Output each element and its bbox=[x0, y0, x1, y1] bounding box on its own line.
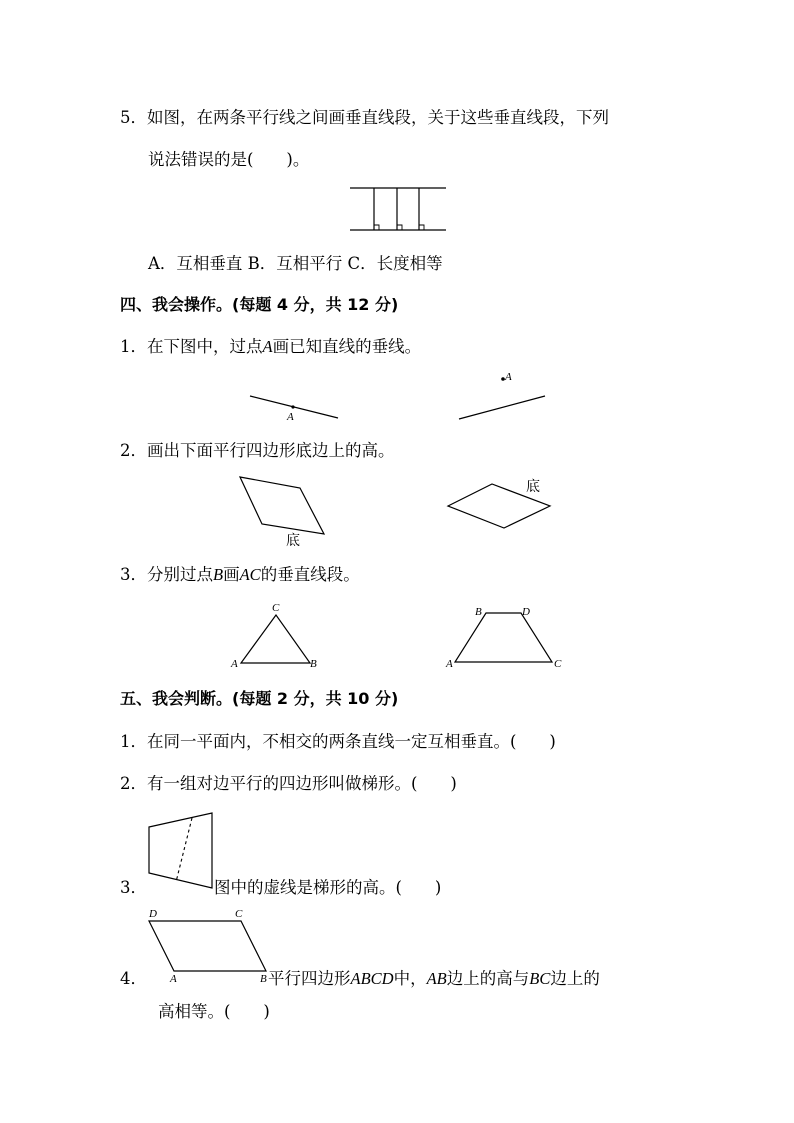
parallelogram-abcd-figure bbox=[146, 915, 271, 975]
sec5-q4-num: 4． bbox=[120, 969, 147, 988]
section-4-title: 四、我会操作。(每题 4 分，共 12 分) bbox=[120, 295, 399, 314]
trap-label-d: D bbox=[522, 606, 530, 618]
q5-line1: 5．如图，在两条平行线之间画垂直线段，关于这些垂直线段，下列 bbox=[120, 108, 609, 127]
tri-label-a: A bbox=[231, 658, 238, 670]
sec5-q4-line2: 高相等。( ) bbox=[158, 1002, 270, 1021]
sec5-q2: 2．有一组对边平行的四边形叫做梯形。( ) bbox=[120, 774, 457, 793]
para-label-a: A bbox=[170, 973, 177, 985]
point-a-label-right: A bbox=[505, 371, 512, 383]
sec5-q3-text: 图中的虚线是梯形的高。( ) bbox=[214, 878, 442, 897]
parallel-lines-figure bbox=[348, 184, 448, 234]
trap-label-c: C bbox=[554, 658, 562, 670]
sec5-q3-num: 3． bbox=[120, 878, 147, 897]
para-label-b: B bbox=[260, 973, 267, 985]
para-label-c: C bbox=[235, 908, 243, 920]
trapezoid-figure bbox=[452, 610, 562, 670]
line-with-point-outside bbox=[456, 394, 556, 434]
line-with-point-on-it bbox=[248, 390, 348, 430]
sec4-q2: 2．画出下面平行四边形底边上的高。 bbox=[120, 441, 395, 460]
trapezoid-dashed-height-figure bbox=[146, 810, 216, 890]
sec5-q4-line1: 平行四边形ABCD中，AB边上的高与BC边上的 bbox=[268, 969, 600, 988]
sec4-q3: 3．分别过点B画AC的垂直线段。 bbox=[120, 565, 360, 584]
tri-label-c: C bbox=[272, 602, 280, 614]
base-label-right: 底 bbox=[526, 479, 540, 495]
sec5-q1: 1．在同一平面内，不相交的两条直线一定互相垂直。( ) bbox=[120, 732, 556, 751]
sec4-q1: 1．在下图中，过点A画已知直线的垂线。 bbox=[120, 337, 422, 356]
q5-options: A．互相垂直 B．互相平行 C．长度相等 bbox=[148, 254, 443, 273]
para-label-d: D bbox=[149, 908, 157, 920]
base-label-left: 底 bbox=[286, 533, 300, 549]
q5-line2: 说法错误的是( )。 bbox=[148, 150, 310, 169]
triangle-figure bbox=[238, 612, 318, 672]
trap-label-a: A bbox=[446, 658, 453, 670]
section-5-title: 五、我会判断。(每题 2 分，共 10 分) bbox=[120, 689, 399, 708]
trap-label-b: B bbox=[475, 606, 482, 618]
point-a-label-left: A bbox=[287, 411, 294, 423]
tri-label-b: B bbox=[310, 658, 317, 670]
